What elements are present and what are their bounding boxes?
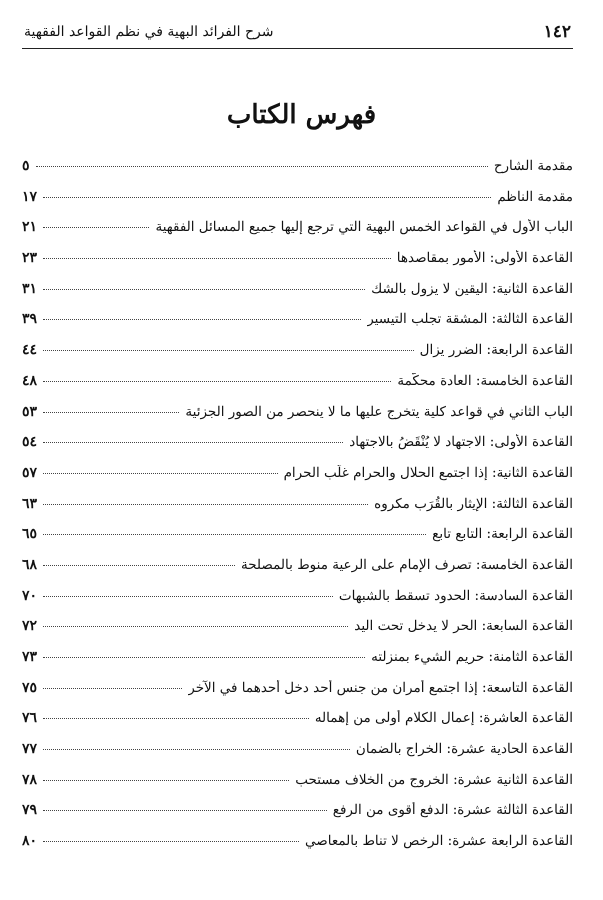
toc-entry-title: القاعدة التاسعة: إذا اجتمع أمران من جنس أحد دخل أحدهما في الآخر [188,679,573,696]
toc-entry-page-number: ٢٣ [22,250,38,267]
dot-leader [43,227,149,228]
toc-entry-title: القاعدة الثانية: إذا اجتمع الحلال والحرام غلّب الحرام [283,464,573,481]
dot-leader [43,381,391,382]
toc-entry-page-number: ٧٩ [22,802,38,819]
toc-entry [22,772,573,803]
dot-leader [43,841,299,842]
toc-entry-page-number: ٧٨ [22,771,38,788]
toc-entry [22,465,573,496]
toc-entry [22,588,573,619]
toc-entry-title: القاعدة السابعة: الحر لا يدخل تحت اليد [354,618,573,635]
table-of-contents [22,158,573,864]
toc-entry [22,557,573,588]
toc-entry [22,281,573,312]
toc-entry-page-number: ٥٧ [22,464,38,481]
toc-entry-page-number: ٥٣ [22,403,38,420]
toc-entry-title: القاعدة الثامنة: حريم الشيء بمنزلته [371,649,573,665]
toc-entry-page-number: ٧٥ [22,679,38,696]
toc-entry-page-number: ٥٤ [22,434,38,451]
toc-entry-title: الباب الثاني في قواعد كلية يتخرج عليها ما لا ينحصر من الصور الجزئية [185,403,573,420]
page-number: ١٤٢ [543,22,571,42]
toc-entry-title: القاعدة العاشرة: إعمال الكلام أولى من إهماله [314,710,573,727]
toc-entry [22,496,573,527]
toc-entry [22,219,573,250]
toc-entry-title: مقدمة الناظم [497,188,573,205]
toc-entry-page-number: ٧٧ [22,741,38,758]
toc-entry-title: القاعدة الرابعة عشرة: الرخص لا تناط بالمعاصي [305,833,573,850]
toc-entry-page-number: ٤٤ [22,342,38,359]
toc-entry-title: القاعدة السادسة: الحدود تسقط بالشبهات [338,587,573,604]
toc-entry-page-number: ٣١ [22,280,38,297]
toc-entry-page-number: ٧٣ [22,649,38,665]
dot-leader [43,412,179,413]
toc-entry [22,741,573,772]
toc-entry-page-number: ١٧ [22,188,38,205]
dot-leader [43,504,368,505]
toc-entry-page-number: ٨٠ [22,833,38,850]
toc-entry-title: القاعدة الرابعة: التابع تابع [432,526,573,543]
page-header [22,18,573,49]
toc-entry [22,250,573,281]
toc-entry [22,434,573,465]
dot-leader [43,626,348,627]
toc-entry-title: مقدمة الشارح [493,158,573,174]
toc-entry [22,833,573,864]
page-title: فهرس الكتاب [226,100,377,130]
dot-leader [36,166,488,167]
running-title: شرح الفرائد البهية في نظم القواعد الفقهية [24,24,274,40]
toc-entry-title: القاعدة الخامسة: العادة محكّمة [397,372,573,389]
toc-entry-page-number: ٦٨ [22,556,38,573]
toc-entry-page-number: ٣٩ [22,311,38,328]
toc-entry-page-number: ٥ [22,158,30,174]
toc-entry [22,526,573,557]
dot-leader [43,197,491,198]
dot-leader [43,534,426,535]
dot-leader [43,473,278,474]
dot-leader [43,319,361,320]
toc-entry-title: القاعدة الثانية عشرة: الخروج من الخلاف مستحب [295,771,573,788]
toc-entry [22,802,573,833]
toc-entry [22,618,573,649]
toc-entry-title: القاعدة الخامسة: تصرف الإمام على الرعية منوط بالمصلحة [240,556,573,573]
dot-leader [43,565,235,566]
toc-entry [22,649,573,680]
toc-entry [22,373,573,404]
toc-entry-title: القاعدة الأولى: الاجتهاد لا يُنْقَضُ بالاجتهاد [349,434,573,451]
toc-entry-title: القاعدة الثالثة: المشقة تجلب التيسير [367,311,573,328]
toc-entry [22,342,573,373]
toc-entry-page-number: ٤٨ [22,372,38,389]
toc-entry [22,189,573,220]
dot-leader [43,718,309,719]
dot-leader [43,442,343,443]
toc-entry [22,404,573,435]
toc-entry-title: القاعدة الحادية عشرة: الخراج بالضمان [355,741,573,758]
dot-leader [43,780,289,781]
toc-entry [22,311,573,342]
toc-entry-title: القاعدة الثانية: اليقين لا يزول بالشك [371,280,573,297]
toc-entry-page-number: ٦٥ [22,526,38,543]
dot-leader [43,688,182,689]
toc-entry [22,680,573,711]
dot-leader [43,657,365,658]
toc-entry-title: القاعدة الثالثة: الإيثار بالقُرَب مكروه [374,495,573,512]
toc-entry-title: القاعدة الأولى: الأمور بمقاصدها [396,250,573,267]
toc-entry-page-number: ٧٦ [22,710,38,727]
dot-leader [43,749,350,750]
toc-entry-title: الباب الأول في القواعد الخمس البهية التي ترجع إليها جميع المسائل الفقهية [155,219,573,236]
toc-entry-page-number: ٢١ [22,219,38,236]
toc-entry [22,158,573,189]
toc-entry [22,710,573,741]
dot-leader [43,350,414,351]
toc-entry-page-number: ٧٢ [22,618,38,635]
toc-entry-title: القاعدة الرابعة: الضرر يزال [419,342,573,359]
dot-leader [43,289,365,290]
dot-leader [43,810,327,811]
toc-entry-page-number: ٦٣ [22,495,38,512]
toc-entry-title: القاعدة الثالثة عشرة: الدفع أقوى من الرفع [332,802,573,819]
dot-leader [43,258,391,259]
dot-leader [43,596,333,597]
toc-entry-page-number: ٧٠ [22,587,38,604]
